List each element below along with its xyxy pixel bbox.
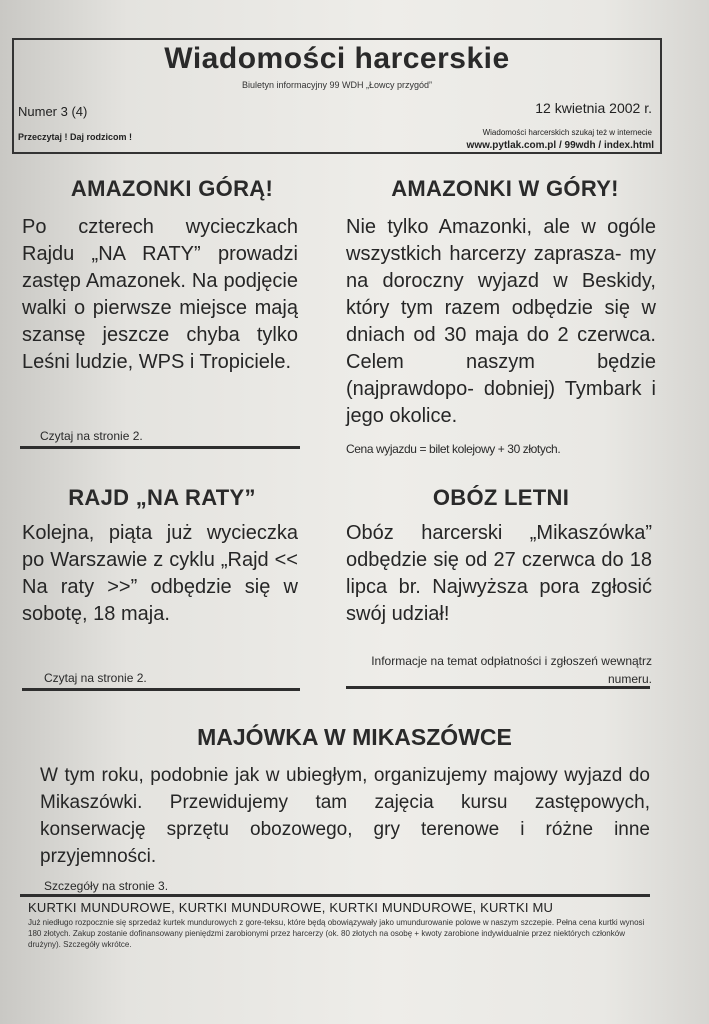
article-footer: Informacje na temat odpłatności i zgłoszeń wewnątrz numeru. [371,654,652,686]
jackets-notice [28,900,650,960]
article-heading: RAJD „NA RATY” [68,485,256,510]
feature-footer: Szczegóły na stronie 3. [44,879,169,893]
issue-date: 12 kwietnia 2002 r. [535,100,652,116]
section-divider [20,894,650,897]
jackets-notice-title: KURTKI MUNDUROWE, KURTKI MUNDUROWE, KURTKI MUNDUROWE, KURTKI MU [28,900,554,915]
feature-text: W tym roku, podobnie jak w ubiegłym, organizujemy majowy wyjazd do Mikaszówki. Przewidujemy tam zajęcia kursu zastępowych, konserwację sprzętu obozowego, gry terenowe i różne inne przyjemności. [40,765,650,867]
masthead [12,38,662,154]
article-footer: Czytaj na stronie 2. [44,671,147,685]
article-text: Obóz harcerski „Mikaszówka” odbędzie się od 27 czerwca do 18 lipca br. Najwyższa pora zgłosić swój udział! [346,522,652,625]
jackets-notice-text: Już niedługo rozpocznie się sprzedaż kurtek mundurowych z gore-teksu, które będą obowiązywały jako umundurowanie polowe w naszym szczepie. Pełna cena kurtki wynosi 180 złotych. Zakup zostanie dofinansowany pieniędzmi zarobionymi przez harcerzy (ok. 80 złotych na osobę + kwoty zarobione indywidualnie przez niektórych członków drużyny). Szczegóły wkrótce. [28,918,645,949]
feature-heading: MAJÓWKA W MIKASZÓWCE [197,724,512,750]
column-divider [22,688,300,691]
article-footer: Czytaj na stronie 2. [40,429,143,443]
article-heading: AMAZONKI GÓRĄ! [70,176,274,201]
read-note: Przeczytaj ! Daj rodzicom ! [18,132,133,142]
website-url: www.pytlak.com.pl / 99wdh / index.html [466,140,654,151]
issue-number: Numer 3 (4) [18,104,88,119]
newsletter-title: Wiadomości harcerskie [164,42,510,75]
article-footer: Cena wyjazdu = bilet kolejowy + 30 złotych. [346,442,561,456]
article-heading: AMAZONKI W GÓRY! [391,176,619,201]
article-text: Po czterech wycieczkach Rajdu „NA RATY” prowadzi zastęp Amazonek. Na podjęcie walki o pierwsze miejsce mają szansę jeszcze chyba tylko Leśni ludzie, WPS i Tropiciele. [22,216,298,373]
internet-note: Wiadomości harcerskich szukaj też w internecie [482,128,652,137]
article-text: Nie tylko Amazonki, ale w ogóle wszystkich harcerzy zaprasza- my na doroczny wyjazd w Beskidy, który tym razem odbędzie się w dniach od 30 maja do 2 czerwca. Celem naszym będzie (najprawdopo- dobniej) Tymbark i jego okolice. [346,216,656,427]
article-heading: OBÓZ LETNI [432,485,570,510]
column-divider [346,686,650,689]
column-divider [20,446,300,449]
article-text: Kolejna, piąta już wycieczka po Warszawie z cyklu „Rajd << Na raty >>” odbędzie się w sobotę, 18 maja. [22,522,298,625]
newsletter-subtitle: Biuletyn informacyjny 99 WDH „Łowcy przygód” [241,80,433,90]
